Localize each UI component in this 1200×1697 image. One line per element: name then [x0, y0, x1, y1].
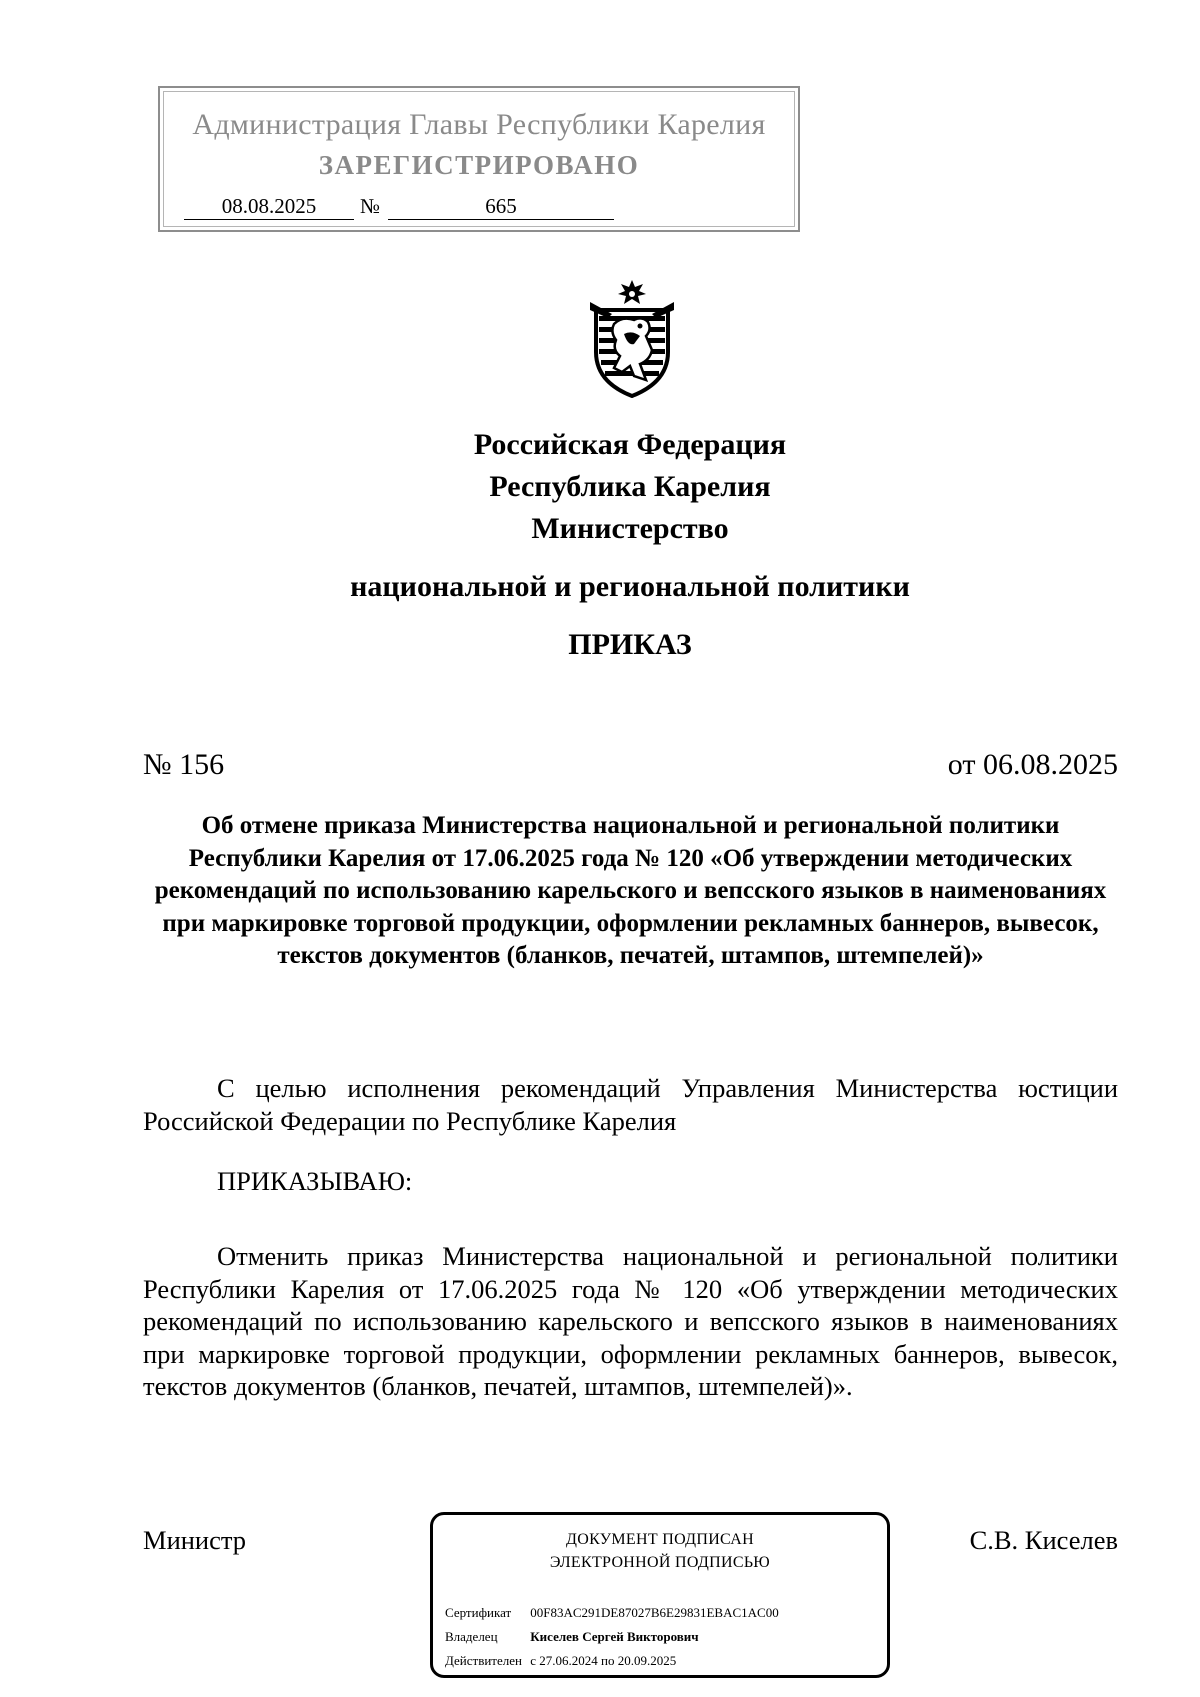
esign-owner-label: Владелец: [445, 1629, 498, 1644]
stamp-number-sign: №: [360, 194, 381, 218]
stamp-number: 665: [388, 194, 614, 220]
signatory-position: Министр: [143, 1525, 247, 1555]
header-ministry-name: национальной и региональной политики: [350, 570, 910, 603]
directive-word: ПРИКАЗЫВАЮ:: [217, 1166, 413, 1196]
document-title: Об отмене приказа Министерства национальной и региональной политики Республики Карелия от 17.06.2025 года № 120 «Об утверждении методических рекомендаций по использованию карельского и вепсского языков в наименованиях при маркировке торговой продукции, оформлении рекламных баннеров, вывесок, текстов документов (бланков, печатей, штампов, штемпелей)»: [154, 812, 1107, 969]
esign-validity-value: с 27.06.2024 по 20.09.2025: [530, 1653, 677, 1668]
document-type: ПРИКАЗ: [568, 628, 692, 661]
registration-stamp: [158, 86, 800, 232]
esign-owner-value: Киселев Сергей Викторович: [530, 1629, 699, 1644]
header-ministry: Министерство: [531, 512, 729, 545]
signatory-name: С.В. Киселев: [969, 1525, 1118, 1555]
order-number: № 156: [143, 748, 225, 781]
esign-heading-1: ДОКУМЕНТ ПОДПИСАН: [566, 1531, 754, 1548]
esign-owner-row: [445, 1629, 699, 1645]
esign-certificate-value: 00F83AC291DE87027B6E29831EBAC1AC00: [530, 1605, 779, 1620]
esign-heading-2: ЭЛЕКТРОННОЙ ПОДПИСЬЮ: [549, 1554, 771, 1571]
karelia-coat-of-arms-icon: [582, 280, 682, 398]
stamp-status: ЗАРЕГИСТРИРОВАНО: [318, 150, 640, 180]
electronic-signature-stamp: [430, 1512, 890, 1678]
esign-certificate-label: Сертификат: [445, 1605, 512, 1620]
esign-validity-label: Действителен: [445, 1653, 522, 1668]
esign-validity-row: [445, 1653, 676, 1669]
preamble-paragraph: С целью исполнения рекомендаций Управления Министерства юстиции Российской Федерации по Республике Карелия: [143, 1073, 1118, 1136]
stamp-date: 08.08.2025: [184, 194, 354, 220]
esign-certificate-row: [445, 1605, 779, 1621]
stamp-organization: Администрация Главы Республики Карелия: [192, 108, 766, 141]
header-region: Республика Карелия: [489, 470, 771, 503]
order-date: от 06.08.2025: [947, 748, 1118, 781]
header-country: Российская Федерация: [473, 428, 787, 461]
decision-paragraph: Отменить приказ Министерства национальной и региональной политики Республики Карелия от 17.06.2025 года № 120 «Об утверждении методических рекомендаций по использованию карельского и вепсского языков в наименованиях при маркировке торговой продукции, оформлении рекламных баннеров, вывесок, текстов документов (бланков, печатей, штампов, штемпелей)».: [143, 1241, 1118, 1401]
